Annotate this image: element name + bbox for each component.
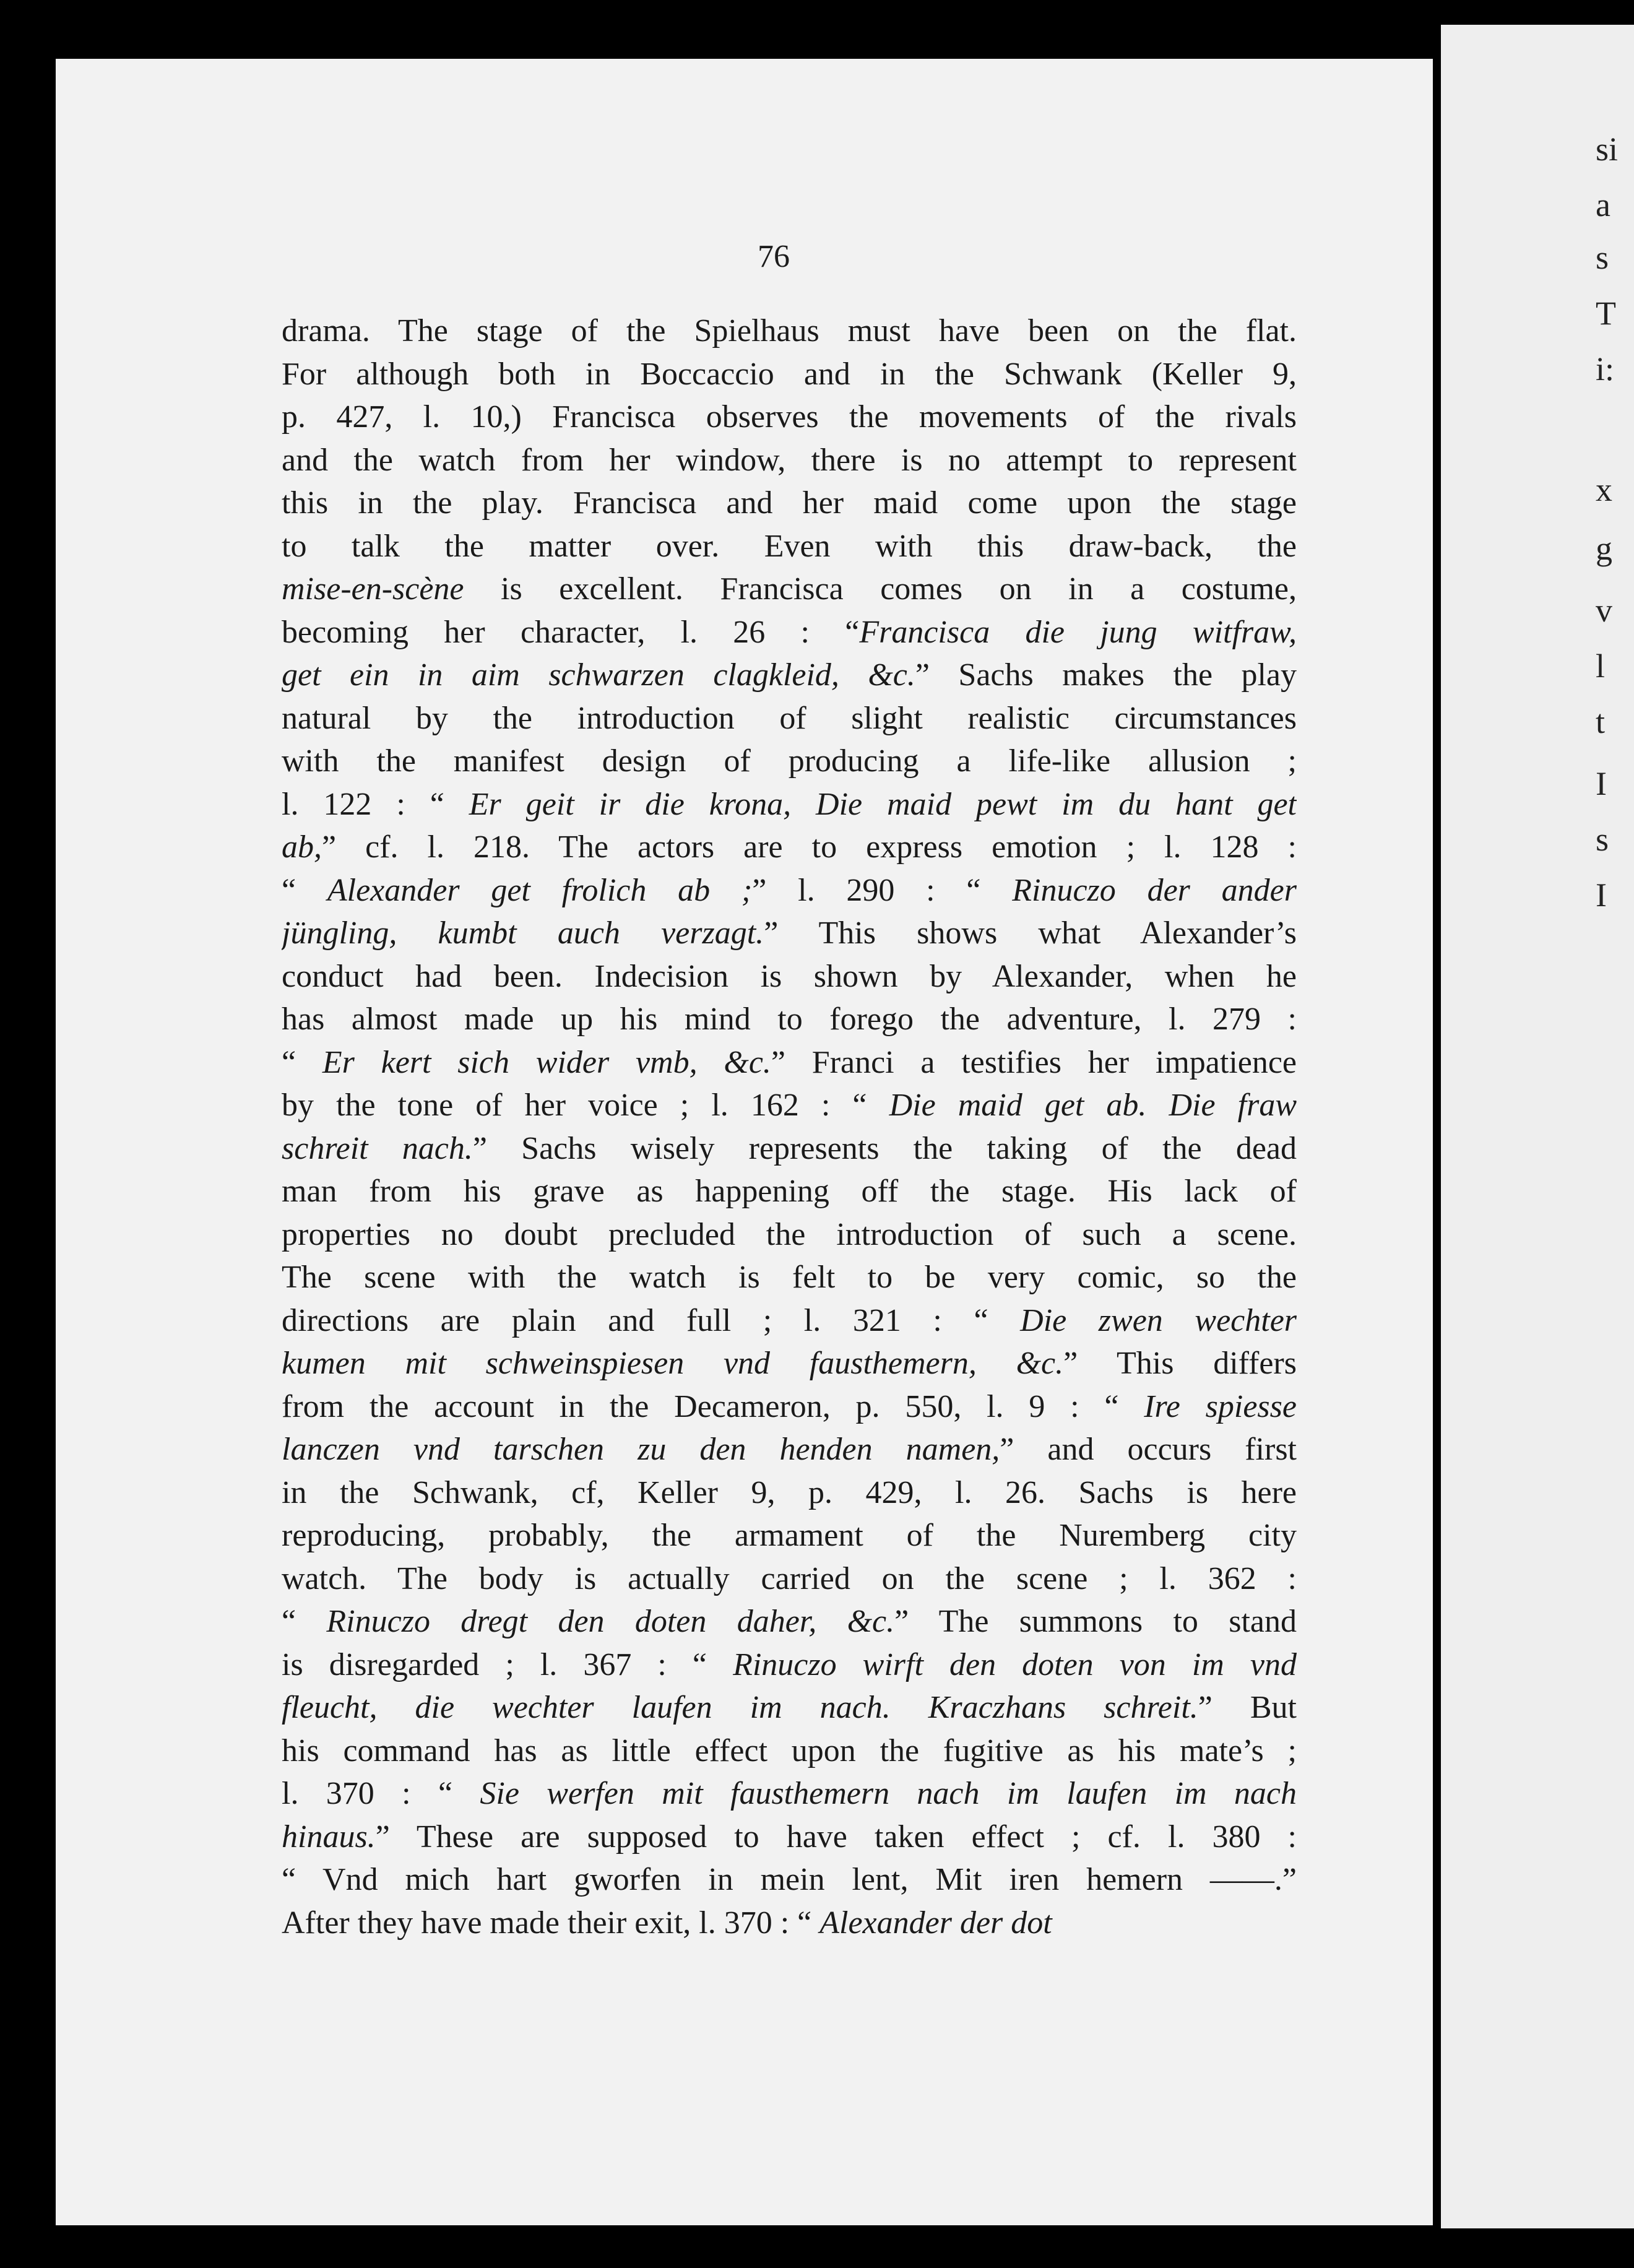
text-segment: is excellent. Francisca comes on in a costume, [464,571,1297,607]
text-segment: reproducing, probably, the armament of the Nuremberg city [282,1518,1297,1553]
text-segment: ” Sachs makes the play [915,657,1297,693]
text-line [282,439,1297,482]
facing-page-fragment: T [1596,295,1616,332]
text-segment: The scene with the watch is felt to be very comic, so the [282,1260,1297,1295]
facing-page-fragment: t [1596,703,1606,740]
facing-page-fragment: g [1596,530,1612,567]
facing-page-fragment: x [1596,471,1612,508]
text-line [282,998,1297,1041]
text-line [282,1686,1297,1729]
text-line [282,1600,1297,1643]
text-segment: ” l. 290 : “ [752,872,1013,908]
text-line [282,1170,1297,1213]
text-line [282,697,1297,740]
text-line [282,740,1297,783]
text-line [282,1385,1297,1429]
text-line [282,869,1297,912]
text-line [282,1299,1297,1343]
italic-quote: Rinuczo der ander [1012,872,1297,908]
italic-quote: Alexander der dot [819,1905,1052,1941]
text-segment: ” Franci a testifies her impatience [771,1044,1297,1080]
page-gutter [1435,0,1441,2268]
text-segment: After they have made their exit, l. 370 : “ [282,1905,820,1941]
text-segment: properties no doubt precluded the introduction of such a scene. [282,1216,1297,1252]
text-line [282,1858,1297,1902]
text-line [282,955,1297,998]
italic-quote: Er kert sich wider vmb, &c. [322,1044,771,1080]
text-line [282,353,1297,396]
italic-quote: fleucht, die wechter laufen im nach. Kraczhans schreit. [282,1690,1198,1725]
text-line [282,396,1297,439]
italic-quote: hinaus. [282,1819,376,1855]
text-line [282,1084,1297,1127]
text-segment: from the account in the Decameron, p. 550, l. 9 : “ [282,1388,1144,1424]
text-segment: his command has as little effect upon the fugitive as his mate’s ; [282,1733,1297,1768]
text-segment: ” This shows what Alexander’s [764,915,1297,951]
text-segment: ” Sachs wisely represents the taking of the dead [472,1130,1297,1166]
text-segment: ” cf. l. 218. The actors are to express emotion ; l. 128 : [322,829,1297,865]
text-segment: ” These are supposed to have taken effect ; cf. l. 380 : [375,1819,1297,1855]
text-segment: For although both in Boccaccio and in the Schwank (Keller 9, [282,356,1297,392]
text-segment: “ [282,1044,322,1080]
facing-page-fragment: i: [1596,350,1615,387]
italic-quote: kumen mit schweinspiesen vnd fausthemern, &c. [282,1346,1064,1381]
text-segment: is disregarded ; l. 367 : “ [282,1647,733,1682]
italic-quote: Sie werfen mit fausthemern nach im laufen im nach [480,1776,1297,1811]
text-line [282,1471,1297,1515]
facing-page-edge [1441,25,1634,2228]
text-segment: man from his grave as happening off the stage. His lack of [282,1174,1297,1209]
text-segment: ” The summons to stand [894,1604,1297,1639]
text-line [282,1127,1297,1171]
italic-quote: Francisca die jung witfraw, [859,614,1297,650]
italic-quote: Er geit ir die krona, Die maid pewt im du hant get [469,786,1297,822]
facing-page-fragment: si [1596,131,1619,168]
facing-page-fragment: I [1596,765,1607,802]
facing-page-fragment: I [1596,876,1607,914]
text-line [282,568,1297,611]
text-segment: this in the play. Francisca and her maid come upon the stage [282,485,1297,521]
text-line [282,1772,1297,1816]
text-segment: natural by the introduction of slight realistic circumstances [282,700,1297,736]
text-segment: “ [282,872,327,908]
facing-page-fragment: v [1596,592,1612,629]
italic-quote: Ire spiesse [1144,1388,1297,1424]
text-segment: drama. The stage of the Spielhaus must have been on the flat. [282,313,1297,348]
italic-quote: Alexander get frolich ab ; [327,872,753,908]
text-line [282,912,1297,955]
text-line [282,1213,1297,1257]
text-line [282,1902,1297,1945]
italic-quote: lanczen vnd tarschen zu den henden namen, [282,1432,1000,1467]
text-segment: l. 122 : “ [282,786,469,822]
text-line [282,611,1297,654]
text-line [282,309,1297,353]
text-segment: directions are plain and full ; l. 321 : “ [282,1302,1021,1338]
text-segment: conduct had been. Indecision is shown by Alexander, when he [282,958,1297,994]
text-line [282,1041,1297,1084]
text-line [282,1816,1297,1859]
text-segment: watch. The body is actually carried on the scene ; l. 362 : [282,1560,1297,1596]
text-line [282,1557,1297,1601]
text-segment: ” and occurs first [1000,1432,1297,1467]
page-number: 76 [758,239,790,274]
body-text [282,309,1297,1944]
text-line [282,525,1297,568]
italic-quote: Die maid get ab. Die fraw [889,1088,1297,1123]
text-segment: “ Vnd mich hart gworfen in mein lent, Mit iren hemern ——.” [282,1862,1297,1897]
text-line [282,654,1297,697]
text-segment: p. 427, l. 10,) Francisca observes the movements of the rivals [282,399,1297,435]
text-line [282,783,1297,826]
text-segment: and the watch from her window, there is no attempt to represent [282,442,1297,478]
text-segment: ” But [1198,1690,1297,1725]
facing-page-fragment: s [1596,239,1609,276]
italic-quote: Rinuczo wirft den doten von im vnd [733,1647,1297,1682]
text-segment: with the manifest design of producing a life-like allusion ; [282,743,1297,779]
text-segment: to talk the matter over. Even with this draw-back, the [282,528,1297,564]
text-segment: by the tone of her voice ; l. 162 : “ [282,1088,889,1123]
text-line [282,1514,1297,1557]
facing-page-fragment: a [1596,186,1610,223]
text-segment: becoming her character, l. 26 : “ [282,614,860,650]
italic-quote: get ein in aim schwarzen clagkleid, &c. [282,657,915,693]
text-segment: has almost made up his mind to forego the adventure, l. 279 : [282,1002,1297,1037]
text-segment: l. 370 : “ [282,1776,480,1811]
text-segment: ” This differs [1063,1346,1297,1381]
italic-quote: jüngling, kumbt auch verzagt. [282,915,764,951]
facing-page-fragment: s [1596,821,1609,858]
italic-quote: ab, [282,829,322,865]
text-segment: “ [282,1604,327,1639]
text-line [282,1256,1297,1299]
italic-quote: mise-en-scène [282,571,464,607]
italic-quote: Rinuczo dregt den doten daher, &c. [326,1604,895,1639]
text-line [282,1729,1297,1773]
text-line [282,1428,1297,1471]
facing-page-fragment: l [1596,647,1606,685]
text-line [282,826,1297,869]
text-line [282,482,1297,525]
italic-quote: schreit nach. [282,1130,473,1166]
text-line [282,1342,1297,1385]
text-line [282,1643,1297,1687]
text-segment: in the Schwank, cf, Keller 9, p. 429, l. 26. Sachs is here [282,1474,1297,1510]
italic-quote: Die zwen wechter [1020,1302,1297,1338]
